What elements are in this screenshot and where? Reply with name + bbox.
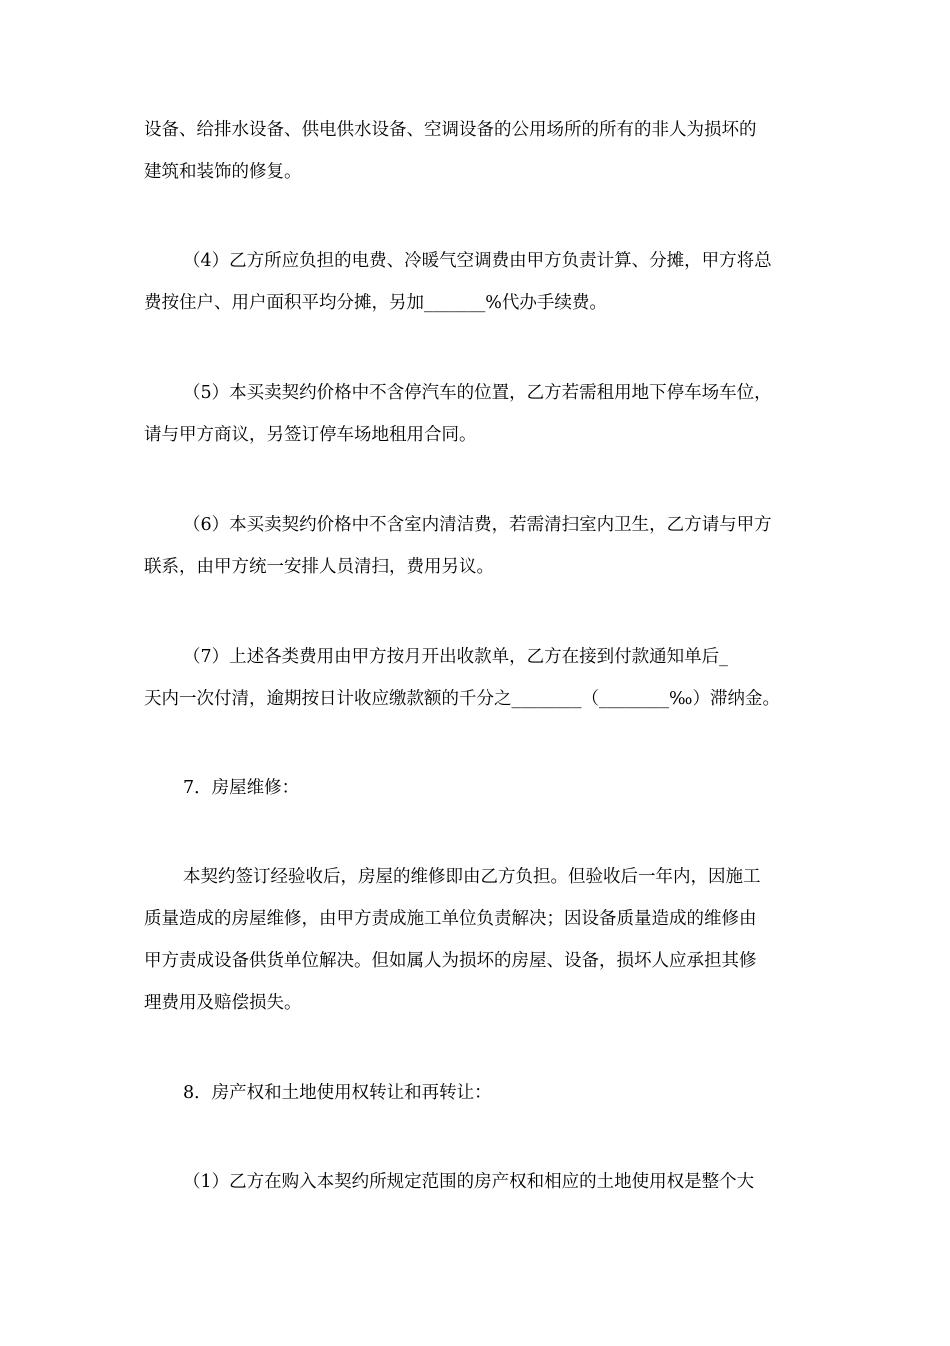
paragraph-line: 本契约签订经验收后，房屋的维修即由乙方负担。但验收后一年内，因施工 [183, 867, 761, 887]
paragraph-line: （1）乙方在购入本契约所规定范围的房产权和相应的土地使用权是整个大 [183, 1172, 755, 1192]
paragraph-line: 请与甲方商议，另签订停车场地租用合同。 [144, 425, 477, 445]
paragraph-line: 天内一次付清，逾期按日计收应缴款额的千分之________（________‰）滞纳金。 [144, 689, 780, 709]
paragraph-line: 联系，由甲方统一安排人员清扫，费用另议。 [144, 557, 494, 577]
paragraph-line: （6）本买卖契约价格中不含室内清洁费，若需清扫室内卫生，乙方请与甲方 [183, 515, 772, 535]
paragraph-line: 设备、给排水设备、供电供水设备、空调设备的公用场所的所有的非人为损坏的 [144, 120, 757, 140]
paragraph-line: （5）本买卖契约价格中不含停汽车的位置，乙方若需租用地下停车场车位， [183, 383, 772, 403]
paragraph-line: 建筑和装饰的修复。 [144, 162, 302, 182]
section-heading: 7．房屋维修： [183, 778, 300, 798]
paragraph-line: 费按住户、用户面积平均分摊，另加_______%代办手续费。 [144, 293, 607, 313]
paragraph-line: 理费用及赔偿损失。 [144, 993, 302, 1013]
paragraph-line: 甲方责成设备供货单位解决。但如属人为损坏的房屋、设备，损坏人应承担其修 [144, 951, 757, 971]
paragraph-line: 质量造成的房屋维修，由甲方责成施工单位负责解决；因设备质量造成的维修由 [144, 909, 757, 929]
paragraph-line: （7）上述各类费用由甲方按月开出收款单，乙方在接到付款通知单后_ [183, 647, 728, 667]
paragraph-line: （4）乙方所应负担的电费、冷暖气空调费由甲方负责计算、分摊，甲方将总 [183, 251, 772, 271]
section-heading: 8．房产权和土地使用权转让和再转让： [183, 1083, 492, 1103]
